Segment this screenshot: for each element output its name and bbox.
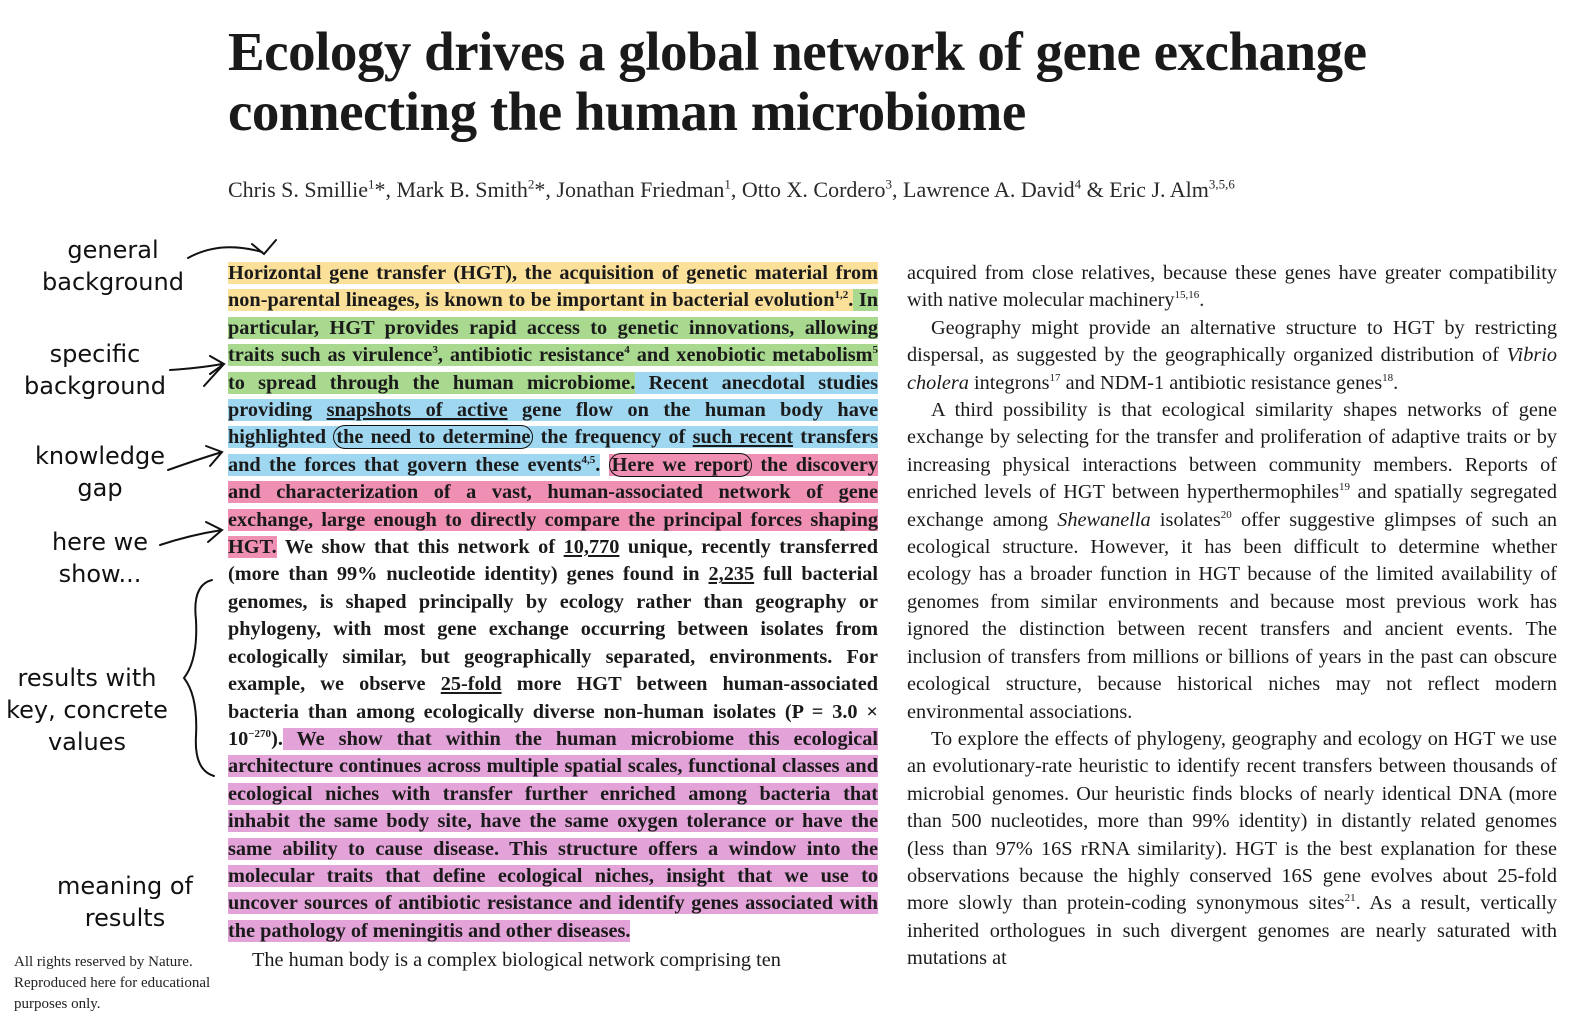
author: Otto X. Cordero$^3$,	[741, 177, 904, 203]
author: Lawrence A. David$^4$ &	[903, 177, 1110, 203]
intro-column	[907, 260, 1557, 973]
underline-such-recent: such recent	[692, 426, 794, 449]
circled-here-we-report: Here we report	[609, 453, 752, 477]
highlight-meaning-2: This structure offers a window into the molecular traits that define ecological niches, insight that we use to uncover sources of antibiotic resistance and identify genes associated with the pathology of meningitis and other diseases.	[228, 837, 878, 942]
author: Chris S. Smillie$^1$*,	[228, 177, 397, 203]
abstract-column	[228, 260, 878, 975]
annotation-specific-background: specific background	[24, 340, 166, 400]
author: Mark B. Smith$^2$*,	[396, 177, 557, 203]
intro-paragraph: A third possibility is that ecological similarity shapes networks of gene exchange by selecting for the transfer and proliferation of adaptive traits or by increasing physical interactions between community members. Reports of enriched levels of HGT between hyperthermophiles$^{19}$ and spatially segregated exchange among Shewanella isolates$^{20}$ offer suggestive glimpses of such an ecological structure. However, it has been difficult to determine whether ecology has a broader function in HGT because of the limited availability of genomes from similar environments and because most previous work has ignored the distinction between recent transfers and ancient events. The inclusion of transfers from millions or billions of years in the past can obscure ecological structure, because historical niches may not reflect modern environmental associations.	[907, 399, 1557, 723]
arrow-specific	[170, 356, 224, 386]
arrow-gap	[168, 446, 222, 470]
intro-paragraph: Geography might provide an alternative structure to HGT by restricting dispersal, as suggested by the geographically organized distribution of Vibrio cholera integrons$^{17}$ and NDM-1 antibiotic resistance genes$^{18}$.	[907, 316, 1557, 394]
annotation-general-background: general background	[42, 236, 184, 296]
author: Eric J. Alm$^{3,5,6}$	[1109, 177, 1235, 203]
underline-snapshots: snapshots of active	[326, 399, 508, 422]
highlight-general-background: Horizontal gene transfer (HGT), the acquisition of genetic material from non-parental lineages, is known to be important in bacterial evolution$^{1,2}$.	[228, 262, 878, 312]
annotation-here-we-show: here we show...	[51, 528, 149, 588]
intro-paragraph: The human body is a complex biological network comprising ten	[252, 949, 781, 972]
title-line-2: connecting the human microbiome	[228, 81, 1026, 142]
annotation-meaning: meaning of results	[57, 872, 193, 932]
results-brace	[184, 580, 214, 776]
author: Jonathan Friedman$^1$,	[556, 177, 742, 203]
title-line-1: Ecology drives a global network of gene exchange	[228, 21, 1367, 82]
value-fold: 25-fold	[440, 673, 502, 696]
results-text: We show that this network of 10,770 unique, recently transferred (more than 99% nucleotide identity) genes found in 2,235 full bacterial genomes, is shaped principally by ecology rather than geography or phylogeny, with most gene exchange occurring between isolates from ecologically similar, but geographically separated, environments. For example, we observe 25-fold more HGT between human-associated bacteria than among ecologically diverse non-human isolates $(P = 3.0 \times 10^{-270})$.	[228, 536, 879, 750]
highlight-knowledge-gap: Recent anecdotal studies providing snapshots of active gene flow on the human body have highlighted the need to determine the frequency of such recent transfers and the forces that govern these events$^{4,5}$.	[228, 371, 878, 476]
highlight-specific-background: In particular, HGT provides rapid access to genetic innovations, allowing traits such as virulence$^3$, antibiotic resistance$^4$ and xenobiotic metabolism$^5$ to spread through the human microbiome.	[228, 289, 879, 394]
value-genes: 10,770	[563, 536, 620, 559]
abstract-paragraph	[228, 260, 878, 945]
highlight-meaning: We show that within the human microbiome this ecological architecture continues across multiple spatial scales, functional classes and ecological niches with transfer further enriched among bacteria that inhabit the same body site, have the same oxygen tolerance or have the same ability to cause disease.	[228, 727, 878, 860]
value-genomes: 2,235	[708, 563, 755, 586]
highlight-here-we-report: Here we report the discovery and characterization of a vast, human-associated network of gene exchange, large enough to directly compare the principal forces shaping HGT.	[228, 453, 878, 559]
arrow-here	[160, 522, 222, 545]
copyright-notice: All rights reserved by Nature. Reproduced here for educational purposes only.	[14, 954, 211, 1012]
circled-need-to-determine: the need to determine	[333, 425, 533, 449]
arrow-general	[188, 240, 276, 258]
annotation-knowledge-gap: knowledge gap	[34, 442, 166, 502]
intro-paragraph: To explore the effects of phylogeny, geography and ecology on HGT we use an evolutionary-rate heuristic to identify recent transfers between thousands of microbial genomes. Our heuristic finds blocks of nearly identical DNA (more than 500 nucleotides, more than 99% identity) in distantly related genomes (less than 97% 16S rRNA similarity). HGT is the best explanation for these observations because the highly conserved 16S gene evolves about 25-fold more slowly than protein-coding synonymous sites$^{21}$. As a result, vertically inherited orthologues in such divergent genomes are nearly saturated with mutations at	[907, 727, 1557, 970]
annotation-results: results with key, concrete values	[6, 664, 168, 756]
intro-paragraph: acquired from close relatives, because these genes have greater compatibility with native molecular machinery$^{15,16}$.	[907, 262, 1557, 312]
